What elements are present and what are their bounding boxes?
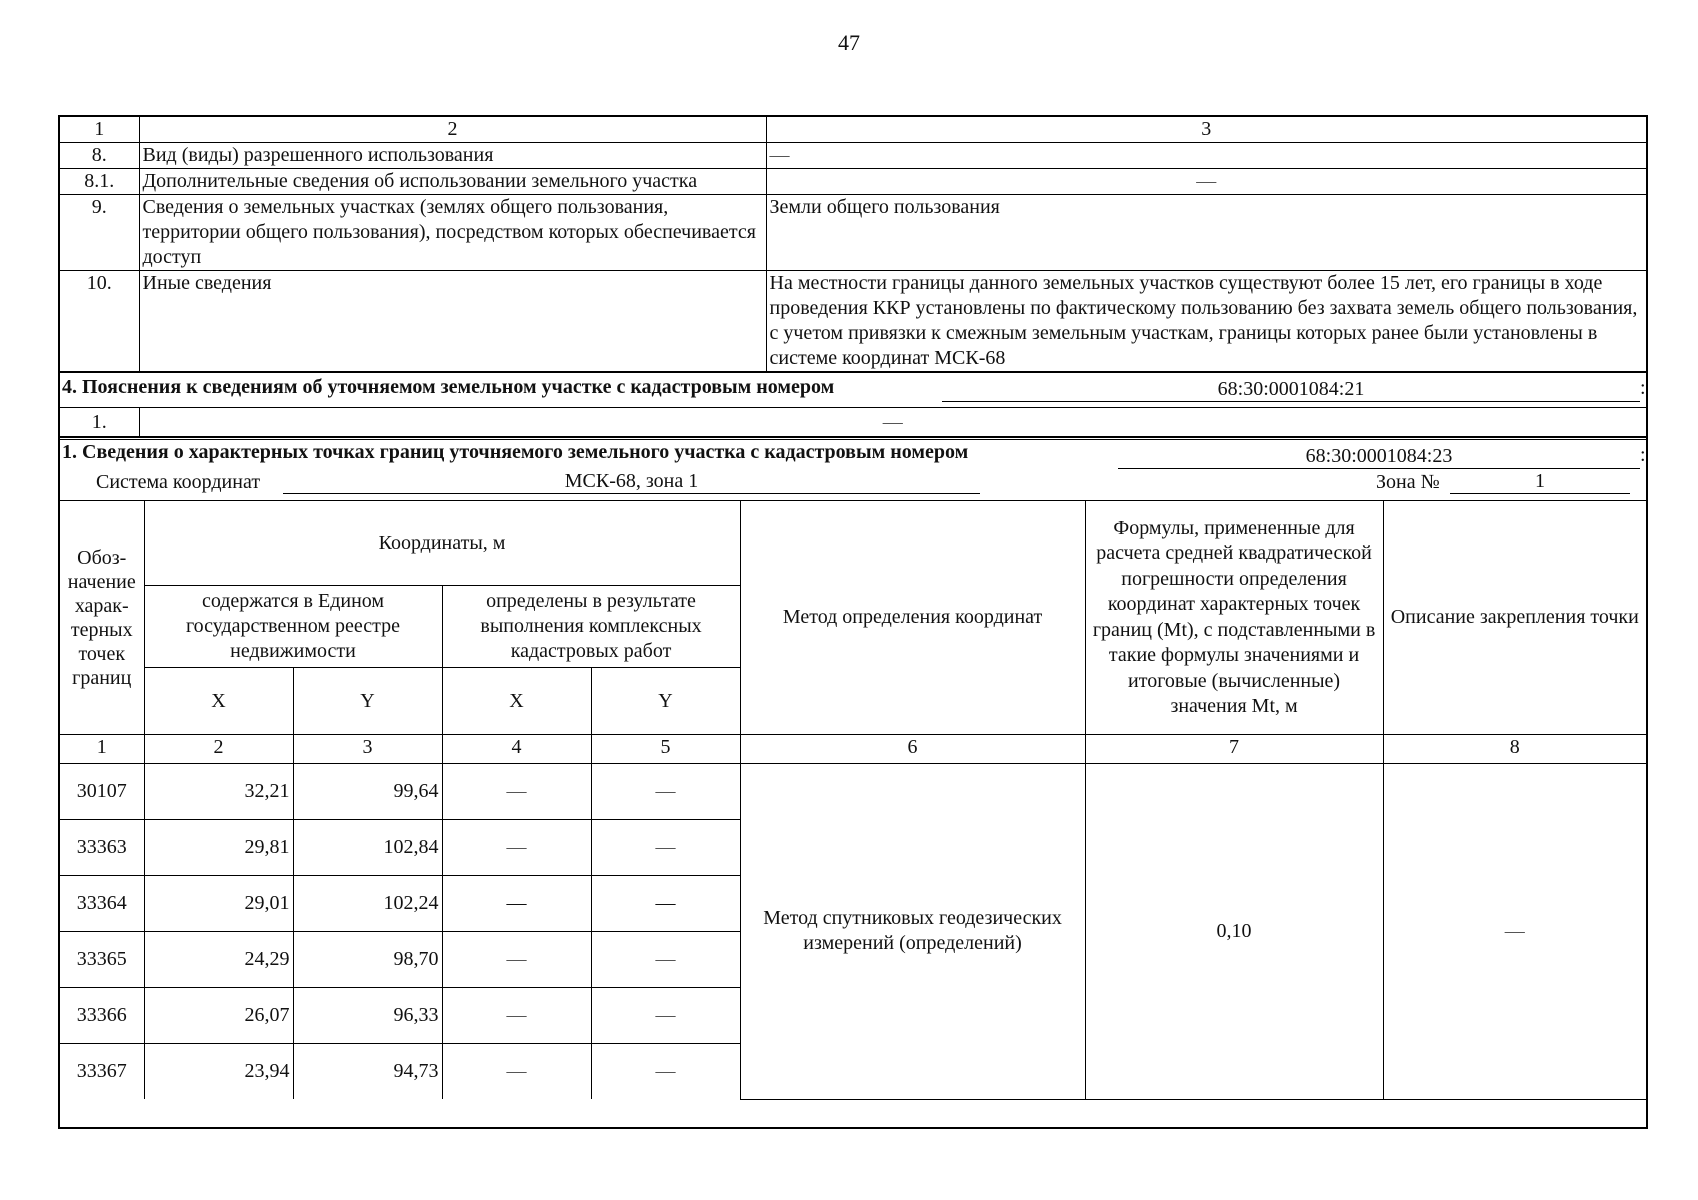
row-number: 8.1. <box>60 169 139 195</box>
coord-system-value: МСК-68, зона 1 <box>283 469 980 494</box>
col-number: 5 <box>591 735 740 764</box>
col-number: 3 <box>293 735 442 764</box>
table-row <box>60 271 1646 372</box>
point-x: 32,21 <box>144 764 293 820</box>
row-label: Дополнительные сведения об использовании земельного участка <box>139 169 766 195</box>
point-y: 99,64 <box>293 764 442 820</box>
point-y-kkr: — <box>591 764 740 820</box>
point-y-kkr: — <box>591 820 740 876</box>
points-table <box>60 500 1646 1100</box>
header-egrn: содержатся в Едином государственном реестре недвижимости <box>144 586 442 668</box>
header-description: Описание закрепления точки <box>1383 501 1646 735</box>
point-x: 26,07 <box>144 988 293 1044</box>
header-formula: Формулы, примененные для расчета средней квадратической погрешности определения координат характерных точек границ (Mt), с подставленными в такие формулы значениями и итоговые (вычисленные) значения Mt, м <box>1085 501 1383 735</box>
point-x-kkr: — <box>442 1044 591 1100</box>
row-value: — <box>766 169 1646 195</box>
point-id: 33366 <box>60 988 144 1044</box>
point-x: 23,94 <box>144 1044 293 1100</box>
points-header-row-1 <box>60 501 1646 586</box>
row-value: На местности границы данного земельных участков существуют более 15 лет, его границы в ходе проведения ККР установлены по фактическому пользованию без захвата земель общего пользования, с учетом привязки к смежным земельным участкам, границы которых ранее были установлены в системе координат МСК-68 <box>766 271 1646 372</box>
section1-title: 1. Сведения о характерных точках границ уточняемого земельного участка с кадастровым номером <box>62 441 969 463</box>
point-y-kkr: — <box>591 1044 740 1100</box>
description-value: — <box>1383 764 1646 1100</box>
col-header-1: 1 <box>60 117 139 143</box>
row-number: 8. <box>60 143 139 169</box>
point-x: 29,01 <box>144 876 293 932</box>
point-id: 33363 <box>60 820 144 876</box>
section4-header <box>60 372 1646 408</box>
row-number: 10. <box>60 271 139 372</box>
header-kkr: определены в результате выполнения комплексных кадастровых работ <box>442 586 740 668</box>
col-header-3: 3 <box>766 117 1646 143</box>
section1-cadastral-number: 68:30:0001084:23 <box>1118 444 1640 469</box>
row-label: Сведения о земельных участках (землях общего пользования, территории общего пользования), посредством которых обеспечивается доступ <box>139 195 766 271</box>
top-table-header <box>60 117 1646 143</box>
header-method: Метод определения координат <box>740 501 1085 735</box>
point-y-kkr: — <box>591 988 740 1044</box>
row-number: 1. <box>60 408 139 437</box>
point-y: 102,24 <box>293 876 442 932</box>
col-number: 1 <box>60 735 144 764</box>
header-x-egrn: X <box>144 668 293 735</box>
point-x-kkr: — <box>442 764 591 820</box>
col-number: 4 <box>442 735 591 764</box>
table-row <box>60 764 1646 820</box>
points-col-numbers <box>60 735 1646 764</box>
row-number: 9. <box>60 195 139 271</box>
point-x: 24,29 <box>144 932 293 988</box>
table-row <box>60 195 1646 271</box>
section4-cadastral-number: 68:30:0001084:21 <box>942 377 1640 402</box>
point-y: 98,70 <box>293 932 442 988</box>
header-designation: Обоз- начение харак- терных точек границ <box>60 501 144 735</box>
method-value: Метод спутниковых геодезических измерений (определений) <box>740 764 1085 1100</box>
header-y-egrn: Y <box>293 668 442 735</box>
mt-value: 0,10 <box>1085 764 1383 1100</box>
col-number: 6 <box>740 735 1085 764</box>
point-x-kkr: — <box>442 988 591 1044</box>
row-value: — <box>766 143 1646 169</box>
point-id: 33365 <box>60 932 144 988</box>
section4-table <box>60 408 1646 437</box>
point-x-kkr: — <box>442 876 591 932</box>
point-id: 30107 <box>60 764 144 820</box>
table-row <box>60 143 1646 169</box>
col-number: 2 <box>144 735 293 764</box>
row-value: — <box>139 408 1646 437</box>
col-number: 8 <box>1383 735 1646 764</box>
table-row <box>60 408 1646 437</box>
section1-colon: : <box>1640 444 1646 466</box>
section1-header <box>60 437 1646 500</box>
point-y-kkr: — <box>591 932 740 988</box>
point-y: 96,33 <box>293 988 442 1044</box>
header-x-kkr: X <box>442 668 591 735</box>
header-coordinates: Координаты, м <box>144 501 740 586</box>
point-x-kkr: — <box>442 932 591 988</box>
row-label: Иные сведения <box>139 271 766 372</box>
zone-value: 1 <box>1450 469 1630 494</box>
point-y-kkr: — <box>591 876 740 932</box>
point-id: 33367 <box>60 1044 144 1100</box>
section4-colon: : <box>1640 377 1646 399</box>
header-y-kkr: Y <box>591 668 740 735</box>
page-number: 47 <box>838 30 860 55</box>
point-y: 94,73 <box>293 1044 442 1100</box>
section4-title: 4. Пояснения к сведениям об уточняемом земельном участке с кадастровым номером <box>62 376 835 398</box>
row-label: Вид (виды) разрешенного использования <box>139 143 766 169</box>
row-value: Земли общего пользования <box>766 195 1646 271</box>
col-header-2: 2 <box>139 117 766 143</box>
point-y: 102,84 <box>293 820 442 876</box>
zone-label: Зона № <box>1376 471 1440 493</box>
table-row <box>60 169 1646 195</box>
top-table <box>60 117 1646 372</box>
point-x-kkr: — <box>442 820 591 876</box>
document-form <box>58 115 1648 1129</box>
point-id: 33364 <box>60 876 144 932</box>
coord-system-label: Система координат <box>96 471 261 493</box>
point-x: 29,81 <box>144 820 293 876</box>
col-number: 7 <box>1085 735 1383 764</box>
